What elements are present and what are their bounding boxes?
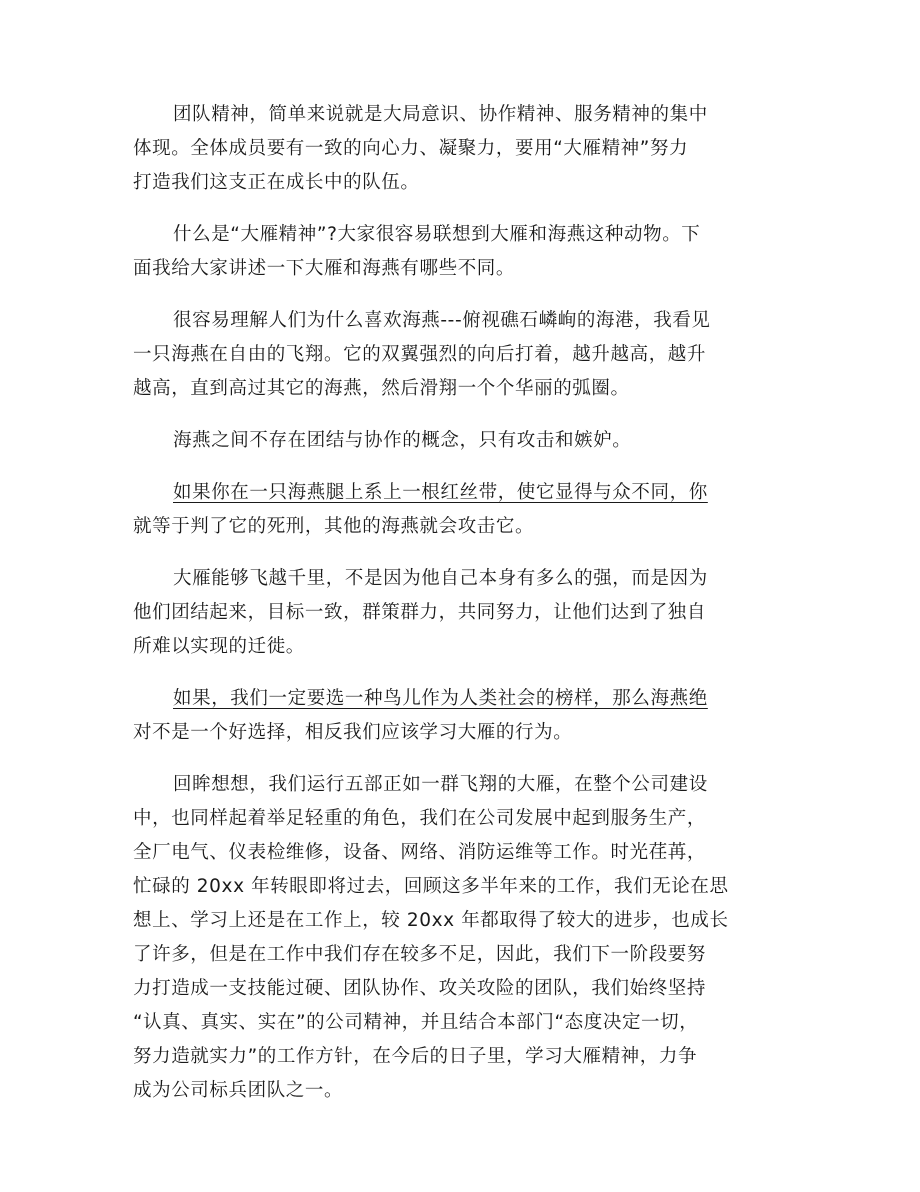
text-line: 所难以实现的迁徙。 bbox=[133, 636, 305, 657]
text-line: 很容易理解人们为什么喜欢海燕---俯视礁石嶙峋的海港，我看见 bbox=[173, 310, 711, 331]
text-line: 一只海燕在自由的飞翔。它的双翼强烈的向后打着，越升越高，越升 bbox=[133, 344, 707, 365]
text-line: 想上、学习上还是在工作上，较 20xx 年都取得了较大的进步，也成长 bbox=[133, 910, 729, 931]
text-line: 回眸想想，我们运行五部正如一群飞翔的大雁，在整个公司建设 bbox=[173, 774, 708, 795]
text-line: 团队精神，简单来说就是大局意识、协作精神、服务精神的集中 bbox=[173, 104, 708, 125]
paragraph-team-review bbox=[133, 768, 729, 1108]
paragraph-team-spirit bbox=[133, 98, 723, 200]
text-line: “认真、真实、实在”的公司精神，并且结合本部门“态度决定一切， bbox=[133, 1012, 699, 1033]
text-line: 体现。全体成员要有一致的向心力、凝聚力，要用“大雁精神”努力 bbox=[133, 138, 689, 159]
text-line-underlined: 如果你在一只海燕腿上系上一根红丝带，使它显得与众不同，你 bbox=[173, 482, 708, 503]
text-line: 越高，直到高过其它的海燕，然后滑翔一个个华丽的弧圈。 bbox=[133, 378, 630, 399]
text-line: 什么是“大雁精神”?大家很容易联想到大雁和海燕这种动物。下 bbox=[173, 224, 701, 245]
text-line-underlined: 如果，我们一定要选一种鸟儿作为人类社会的榜样，那么海燕绝 bbox=[173, 688, 708, 709]
text-line: 忙碌的 20xx 年转眼即将过去，回顾这多半年来的工作，我们无论在思 bbox=[133, 876, 729, 897]
paragraph-what-is-goose-spirit bbox=[133, 218, 723, 286]
text-line: 他们团结起来，目标一致，群策群力，共同努力，让他们达到了独自 bbox=[133, 602, 707, 623]
text-line: 海燕之间不存在团结与协作的概念，只有攻击和嫉妒。 bbox=[173, 430, 632, 451]
paragraph-role-model bbox=[133, 682, 723, 750]
paragraph-petrel-no-unity bbox=[133, 424, 723, 458]
paragraph-goose-migration bbox=[133, 562, 723, 664]
text-line: 了许多，但是在工作中我们存在较多不足，因此，我们下一阶段要努 bbox=[133, 944, 707, 965]
text-line: 大雁能够飞越千里，不是因为他自己本身有多么的强，而是因为 bbox=[173, 568, 708, 589]
paragraph-red-ribbon bbox=[133, 476, 723, 544]
text-line: 中，也同样起着举足轻重的角色，我们在公司发展中起到服务生产， bbox=[133, 808, 707, 829]
text-line: 力打造成一支技能过硬、团队协作、攻关攻险的团队，我们始终坚持 bbox=[133, 978, 707, 999]
text-line: 面我给大家讲述一下大雁和海燕有哪些不同。 bbox=[133, 258, 516, 279]
text-line: 全厂电气、仪表检维修，设备、网络、消防运维等工作。时光荏苒， bbox=[133, 842, 707, 863]
text-line: 对不是一个好选择，相反我们应该学习大雁的行为。 bbox=[133, 722, 573, 743]
text-line: 努力造就实力”的工作方针，在今后的日子里，学习大雁精神，力争 bbox=[133, 1046, 698, 1067]
text-line: 打造我们这支正在成长中的队伍。 bbox=[133, 172, 420, 193]
paragraph-petrel-flight bbox=[133, 304, 723, 406]
text-line: 就等于判了它的死刑，其他的海燕就会攻击它。 bbox=[133, 516, 535, 537]
text-line: 成为公司标兵团队之一。 bbox=[133, 1080, 344, 1101]
document-body bbox=[133, 98, 729, 1126]
